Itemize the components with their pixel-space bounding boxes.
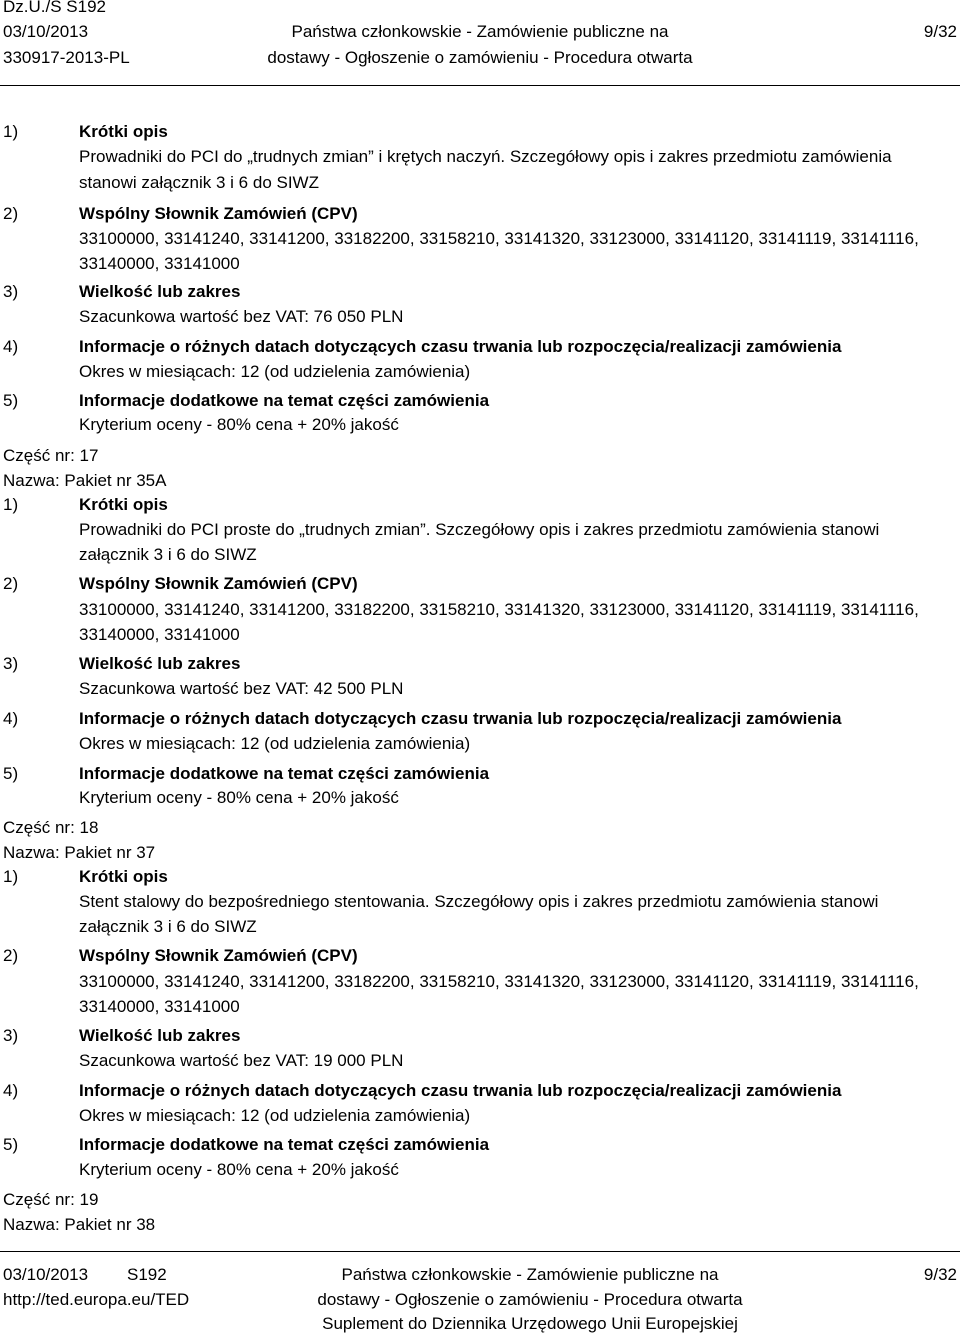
dates-heading: Informacje o różnych datach dotyczących czasu trwania lub rozpoczęcia/realizacji zamówienia [79,709,842,728]
additional-info-heading: Informacje dodatkowe na temat części zamówienia [79,391,490,410]
estimated-value: Szacunkowa wartość bez VAT: 19 000 PLN [79,1051,404,1070]
short-description-heading: Krótki opis [79,495,168,514]
evaluation-criteria: Kryterium oceny - 80% cena + 20% jakość [79,415,399,434]
part-number: Część nr: 19 [3,1190,99,1209]
cpv-codes-line: 33140000, 33141000 [79,254,240,273]
notice-id: 330917-2013-PL [3,48,130,67]
dates-heading: Informacje o różnych datach dotyczących czasu trwania lub rozpoczęcia/realizacji zamówienia [79,1081,842,1100]
additional-info-heading: Informacje dodatkowe na temat części zamówienia [79,764,490,783]
item-number: 4) [3,1081,19,1100]
item-number: 1) [3,867,19,886]
footer-date: 03/10/2013 [3,1265,89,1284]
dates-heading: Informacje o różnych datach dotyczących czasu trwania lub rozpoczęcia/realizacji zamówienia [79,337,842,356]
cpv-codes-line: 33100000, 33141240, 33141200, 33182200, 33158210, 33141320, 33123000, 33141120, 33141119, 33141116, [79,600,919,619]
quantity-heading: Wielkość lub zakres [79,1026,241,1045]
footer-title-line2: dostawy - Ogłoszenie o zamówieniu - Procedura otwarta [317,1290,743,1309]
cpv-heading: Wspólny Słownik Zamówień (CPV) [79,574,358,593]
journal-ref: Dz.U./S S192 [3,0,106,16]
item-number: 4) [3,337,19,356]
item-number: 1) [3,122,19,141]
estimated-value: Szacunkowa wartość bez VAT: 76 050 PLN [79,307,404,326]
footer-series: S192 [127,1265,167,1284]
short-description-line: Prowadniki do PCI do „trudnych zmian” i krętych naczyń. Szczegółowy opis i zakres przedmiotu zamówienia [79,147,892,166]
item-number: 2) [3,574,19,593]
item-number: 2) [3,204,19,223]
header-divider [0,85,960,86]
cpv-heading: Wspólny Słownik Zamówień (CPV) [79,946,358,965]
item-number: 5) [3,764,19,783]
short-description-line: załącznik 3 i 6 do SIWZ [79,545,257,564]
duration-text: Okres w miesiącach: 12 (od udzielenia zamówienia) [79,734,471,753]
quantity-heading: Wielkość lub zakres [79,654,241,673]
quantity-heading: Wielkość lub zakres [79,282,241,301]
cpv-heading: Wspólny Słownik Zamówień (CPV) [79,204,358,223]
part-number: Część nr: 18 [3,818,99,837]
estimated-value: Szacunkowa wartość bez VAT: 42 500 PLN [79,679,404,698]
header-page-number: 9/32 [923,22,957,41]
short-description-line: Stent stalowy do bezpośredniego stentowania. Szczegółowy opis i zakres przedmiotu zamówienia stanowi [79,892,879,911]
cpv-codes-line: 33140000, 33141000 [79,997,240,1016]
header-title-line1: Państwa członkowskie - Zamówienie publiczne na [291,22,669,41]
short-description-heading: Krótki opis [79,867,168,886]
footer-divider [0,1251,960,1252]
evaluation-criteria: Kryterium oceny - 80% cena + 20% jakość [79,788,399,807]
cpv-codes-line: 33140000, 33141000 [79,625,240,644]
item-number: 3) [3,1026,19,1045]
footer-url-link[interactable]: http://ted.europa.eu/TED [3,1290,190,1309]
part-name: Nazwa: Pakiet nr 37 [3,843,156,862]
duration-text: Okres w miesiącach: 12 (od udzielenia zamówienia) [79,362,471,381]
cpv-codes-line: 33100000, 33141240, 33141200, 33182200, 33158210, 33141320, 33123000, 33141120, 33141119, 33141116, [79,972,919,991]
item-number: 3) [3,654,19,673]
item-number: 4) [3,709,19,728]
duration-text: Okres w miesiącach: 12 (od udzielenia zamówienia) [79,1106,471,1125]
footer-page-number: 9/32 [923,1265,957,1284]
evaluation-criteria: Kryterium oceny - 80% cena + 20% jakość [79,1160,399,1179]
item-number: 3) [3,282,19,301]
cpv-codes-line: 33100000, 33141240, 33141200, 33182200, 33158210, 33141320, 33123000, 33141120, 33141119, 33141116, [79,229,919,248]
short-description-line: stanowi załącznik 3 i 6 do SIWZ [79,173,319,192]
item-number: 2) [3,946,19,965]
header-title-line2: dostawy - Ogłoszenie o zamówieniu - Procedura otwarta [267,48,693,67]
part-number: Część nr: 17 [3,446,99,465]
header-date: 03/10/2013 [3,22,89,41]
short-description-heading: Krótki opis [79,122,168,141]
part-name: Nazwa: Pakiet nr 35A [3,471,167,490]
item-number: 1) [3,495,19,514]
short-description-line: załącznik 3 i 6 do SIWZ [79,917,257,936]
item-number: 5) [3,391,19,410]
additional-info-heading: Informacje dodatkowe na temat części zamówienia [79,1135,490,1154]
footer-title-line3: Suplement do Dziennika Urzędowego Unii Europejskiej [322,1314,738,1333]
part-name: Nazwa: Pakiet nr 38 [3,1215,156,1234]
footer-title-line1: Państwa członkowskie - Zamówienie publiczne na [341,1265,719,1284]
short-description-line: Prowadniki do PCI proste do „trudnych zmian”. Szczegółowy opis i zakres przedmiotu zamówienia stanowi [79,520,880,539]
item-number: 5) [3,1135,19,1154]
